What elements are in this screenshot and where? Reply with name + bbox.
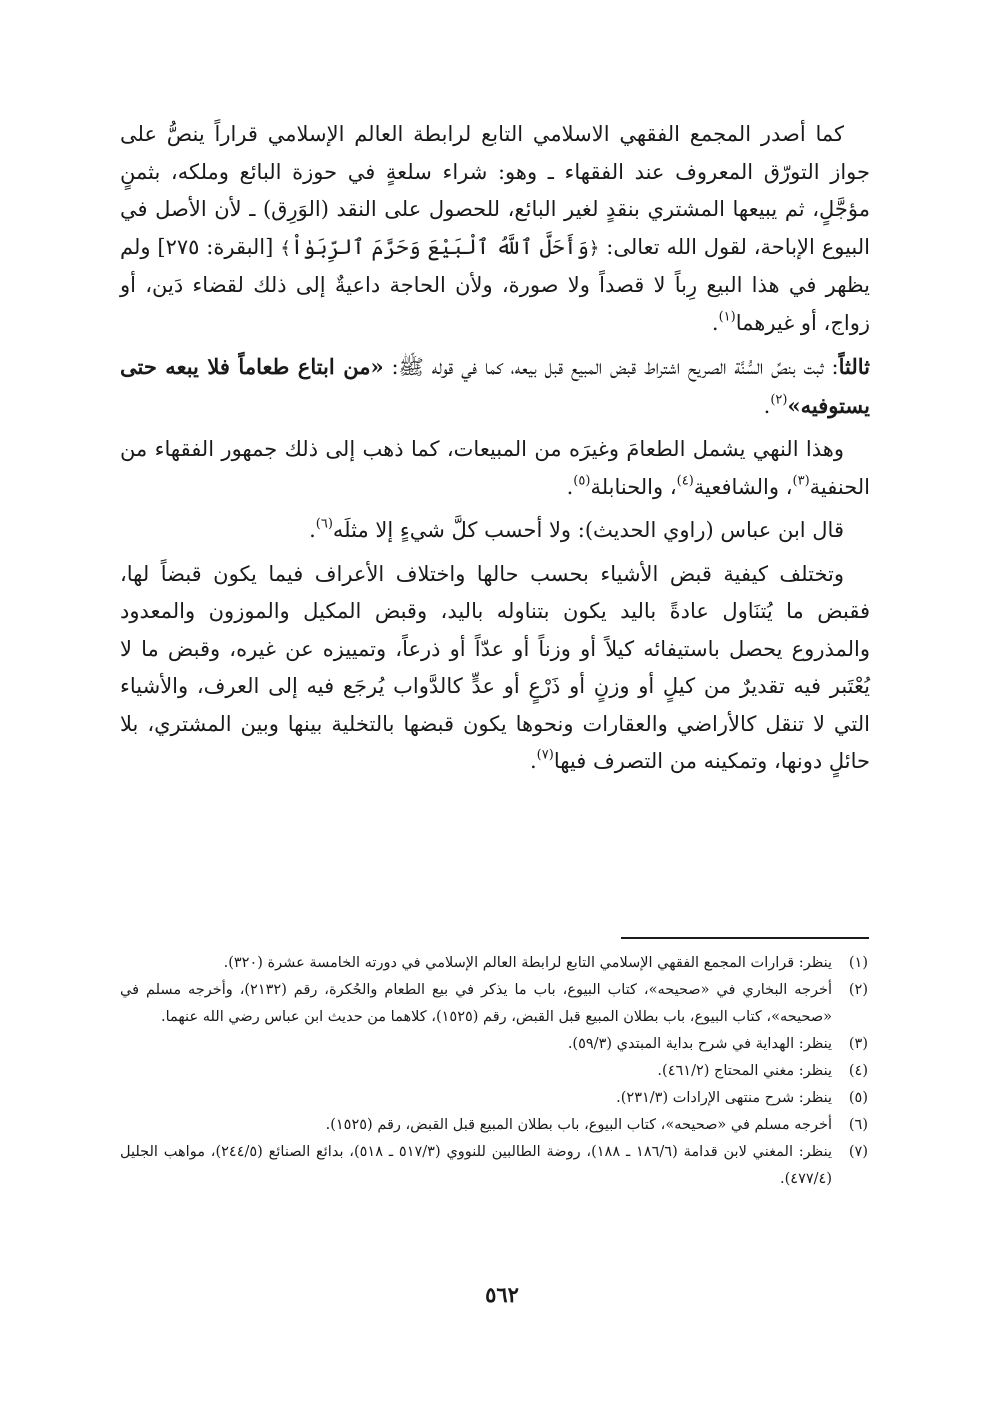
paragraph-2-text-a: : ثبت بنصِّ السُّنَّة الصريح اشتراط قبض المبيع قبل بيعه، كما في قوله ﷺ: <box>383 355 839 379</box>
paragraph-2 <box>120 348 870 425</box>
footnote-5 <box>120 1085 868 1112</box>
paragraph-1-end: . <box>711 310 719 335</box>
footnote-separator <box>621 937 869 939</box>
paragraph-3-text-b: ، والشافعية <box>693 474 793 499</box>
footnote-6 <box>120 1112 868 1139</box>
footnote-number: (٦) <box>848 1117 868 1133</box>
footnote-text: ينظر: شرح منتهى الإرادات (٢٣١/٣). <box>616 1090 832 1106</box>
footnote-ref-3[interactable]: (٣) <box>792 472 810 488</box>
paragraph-5-end: . <box>529 749 537 773</box>
footnote-number: (٢) <box>848 982 868 998</box>
paragraph-3 <box>120 431 870 506</box>
footnote-ref-2[interactable]: (٢) <box>770 391 788 407</box>
main-text-block <box>120 116 870 781</box>
footnote-ref-5[interactable]: (٥) <box>573 472 591 488</box>
verse-close-bracket: ﴾ <box>280 237 291 259</box>
footnote-text: ينظر: المغني لابن قدامة (١٨٦/٦ ـ ١٨٨)، روضة الطالبين للنووي (٥١٧/٣ ـ ٥١٨)، بدائع الصنائع (٢٤٤/٥)، مواهب الجليل (٤٧٧/٤). <box>120 1144 832 1187</box>
paragraph-5 <box>120 556 870 781</box>
footnote-3 <box>120 1031 868 1058</box>
footnote-text: ينظر: الهداية في شرح بداية المبتدي (٥٩/٣). <box>567 1036 832 1052</box>
footnote-ref-1[interactable]: (١) <box>718 308 736 324</box>
page-number: ٥٦٢ <box>485 1282 519 1307</box>
paragraph-2-end: . <box>763 393 771 418</box>
footnote-text: ينظر: مغني المحتاج (٤٦١/٢). <box>657 1063 832 1079</box>
footnote-text: ينظر: قرارات المجمع الفقهي الإسلامي التابع لرابطة العالم الإسلامي في دورته الخامسة عشرة (٣٢٠). <box>223 955 832 971</box>
hadith-quote: «من ابتاع طعاماً فلا يبعه حتى يستوفيه» <box>120 354 870 418</box>
paragraph-1-text-a: كما أصدر المجمع الفقهي الاسلامي التابع لرابطة العالم الإسلامي قراراً ينصُّ على جواز التورّق المعروف عند الفقهاء ـ وهو: شراء سلعةٍ في حوزة البائع وملكه، بثمنٍ مؤجَّلٍ، ثم يبيعها المشتري بنقدٍ لغير البائع، للحصول على النقد (الوَرِق) ـ لأن الأصل في البيوع الإباحة، لقول الله تعالى: <box>120 122 870 259</box>
quran-verse: وَأَحَلَّ ٱللَّهُ ٱلْبَيْعَ وَحَرَّمَ ٱلرِّبَوٰاْ <box>290 234 589 259</box>
footnote-text: أخرجه مسلم في «صحيحه»، كتاب البيوع، باب بطلان المبيع قبل القبض، رقم (١٥٢٥). <box>325 1117 832 1133</box>
section-lead-thalithan: ثالثاً <box>838 354 870 379</box>
footnote-4 <box>120 1058 868 1085</box>
footnote-7 <box>120 1139 868 1193</box>
verse-open-bracket: ﴿ <box>588 237 600 259</box>
footnote-number: (١) <box>848 955 868 971</box>
paragraph-3-text-a: وهذا النهي يشمل الطعامَ وغيرَه من المبيعات، كما ذهب إلى ذلك جمهور الفقهاء من الحنفية <box>120 437 870 499</box>
paragraph-4-text-a: قال ابن عباس (راوي الحديث): ولا أحسب كلَّ شيءٍ إلا مثلَه <box>332 518 844 542</box>
paragraph-5-text-a: وتختلف كيفية قبض الأشياء بحسب حالها واختلاف الأعراف فيما يكون قبضاً لها، فقبض ما يُتنَاول عادةً باليد يكون بتناوله باليد، وقبض المكيل والموزون والمعدود والمذروع يحصل باستيفائه كيلاً أو وزناً أو عدّاً أو ذرعاً، وتمييزه عن غيره، وقبض ما لا يُعْتَبر فيه تقديرٌ من كيلٍ أو وزنٍ أو ذَرْعٍ أو عدٍّ كالدَّواب يُرجَع فيه إلى العرف، والأشياء التي لا تنقل كالأراضي والعقارات ونحوها يكون قبضها بالتخلية بينها وبين المشتري، بلا حائلٍ دونها، وتمكينه من التصرف فيها <box>120 561 870 773</box>
footnote-2 <box>120 977 868 1031</box>
footnote-ref-6[interactable]: (٦) <box>315 516 333 532</box>
paragraph-1 <box>120 116 870 342</box>
footnote-1 <box>120 950 868 977</box>
paragraph-3-text-c: ، والحنابلة <box>590 474 677 499</box>
footnote-number: (٤) <box>848 1063 868 1079</box>
paragraph-1-text-b: [البقرة: ٢٧٥] ولم يظهر في هذا البيع رِباً لا قصداً ولا صورة، ولأن الحاجة داعيةٌ إلى ذلك لقضاء دَين، أو زواج، أو غيرهما <box>120 234 870 335</box>
paragraph-4-end: . <box>309 518 316 542</box>
footnote-number: (٣) <box>848 1036 868 1052</box>
footnote-ref-4[interactable]: (٤) <box>676 472 694 488</box>
footnotes-section <box>120 950 868 1193</box>
footnote-number: (٥) <box>848 1090 868 1106</box>
paragraph-3-end: . <box>566 474 574 499</box>
footnote-ref-7[interactable]: (٧) <box>536 747 554 763</box>
paragraph-4 <box>120 512 870 550</box>
footnote-number: (٧) <box>848 1144 868 1160</box>
footnote-text: أخرجه البخاري في «صحيحه»، كتاب البيوع، باب ما يذكر في بيع الطعام والحُكرة، رقم (٢١٣٢)، وأخرجه مسلم في «صحيحه»، كتاب البيوع، باب بطلان المبيع قبل القبض، رقم (١٥٢٥)، كلاهما من حديث ابن عباس رضي الله عنهما. <box>120 982 832 1025</box>
